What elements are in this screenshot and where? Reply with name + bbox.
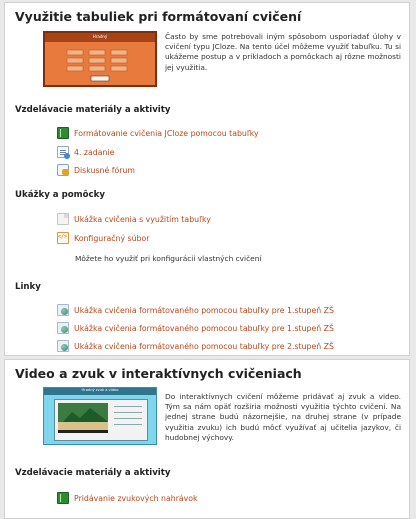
web-link-icon xyxy=(57,322,69,334)
forum-link-label[interactable]: Diskusné fórum xyxy=(74,165,135,175)
materials-heading: Vzdelávacie materiály a aktivity xyxy=(15,468,171,478)
topic-thumbnail-image xyxy=(43,387,157,445)
book-icon xyxy=(57,127,69,139)
assignment-link[interactable] xyxy=(57,145,114,159)
url-link[interactable] xyxy=(57,339,334,353)
examples-heading: Ukážky a pomôcky xyxy=(15,190,105,200)
xml-file-icon xyxy=(57,232,69,244)
url-link-label[interactable]: Ukážka cvičenia formátovaného pomocou tabuľky pre 1.stupeň ZŠ xyxy=(74,323,334,333)
example-file-label[interactable]: Ukážka cvičenia s využitím tabuľky xyxy=(74,214,211,224)
resource-description: Môžete ho využiť pri konfigurácii vlastných cvičení xyxy=(75,254,262,263)
file-icon xyxy=(57,213,69,225)
url-link[interactable] xyxy=(57,303,334,317)
assignment-link-label[interactable]: 4. zadanie xyxy=(74,147,115,157)
forum-icon xyxy=(57,164,69,176)
topic-intro-text: Často by sme potrebovali iným spôsobom usporiadať úlohy v cvičení typu JCloze. Na tento účel môžeme využiť tabuľku. Tu si ukážeme postup a v príkladoch a pomôckach aj rôzne možnosti jej využitia. xyxy=(165,32,401,72)
topic-card-tables xyxy=(4,2,410,356)
config-file-label[interactable]: Konfiguračný súbor xyxy=(74,233,150,243)
topic-title: Video a zvuk v interaktívnych cvičeniach xyxy=(15,366,302,381)
thumbnail-table-grid xyxy=(45,44,155,86)
forum-link[interactable] xyxy=(57,163,135,177)
url-link-label[interactable]: Ukážka cvičenia formátovaného pomocou tabuľky pre 1.stupeň ZŠ xyxy=(74,305,334,315)
topic-card-video-audio xyxy=(4,359,410,519)
book-icon xyxy=(57,492,69,504)
example-file-link[interactable] xyxy=(57,212,211,226)
web-link-icon xyxy=(57,340,69,352)
resource-link-label[interactable]: Formátovanie cvičenia JCloze pomocou tabuľky xyxy=(74,128,259,138)
config-file-link[interactable] xyxy=(57,231,149,245)
web-link-icon xyxy=(57,304,69,316)
links-heading: Linky xyxy=(15,282,41,292)
resource-link[interactable] xyxy=(57,126,259,140)
thumbnail-video-frame xyxy=(58,403,108,433)
thumbnail-title: Hradný xyxy=(92,34,108,39)
url-link[interactable] xyxy=(57,321,334,335)
topic-intro-text: Do interaktívnych cvičení môžeme pridávať aj zvuk a video. Tým sa nám opäť rozširia možnosti využitia týchto cvičení. Na jednej strane budú názornejšie, na druhej strane (v prípade využitia zvuku) ich budú môcť využívať aj učitelia jazykov, či hudobnej výchovy. xyxy=(165,392,401,442)
resource-link[interactable] xyxy=(57,491,198,505)
url-link-label[interactable]: Ukážka cvičenia formátovaného pomocou tabuľky pre 2.stupeň ZŠ xyxy=(74,341,334,351)
resource-link-label[interactable]: Pridávanie zvukových nahrávok xyxy=(74,493,198,503)
thumbnail-title: Hradný zvuk a video xyxy=(81,388,119,392)
topic-thumbnail-image xyxy=(43,31,157,87)
topic-title: Využitie tabuliek pri formátovaní cvičení xyxy=(15,9,302,24)
materials-heading: Vzdelávacie materiály a aktivity xyxy=(15,105,171,115)
assignment-icon xyxy=(57,146,69,158)
thumbnail-answer-lines xyxy=(114,406,142,426)
